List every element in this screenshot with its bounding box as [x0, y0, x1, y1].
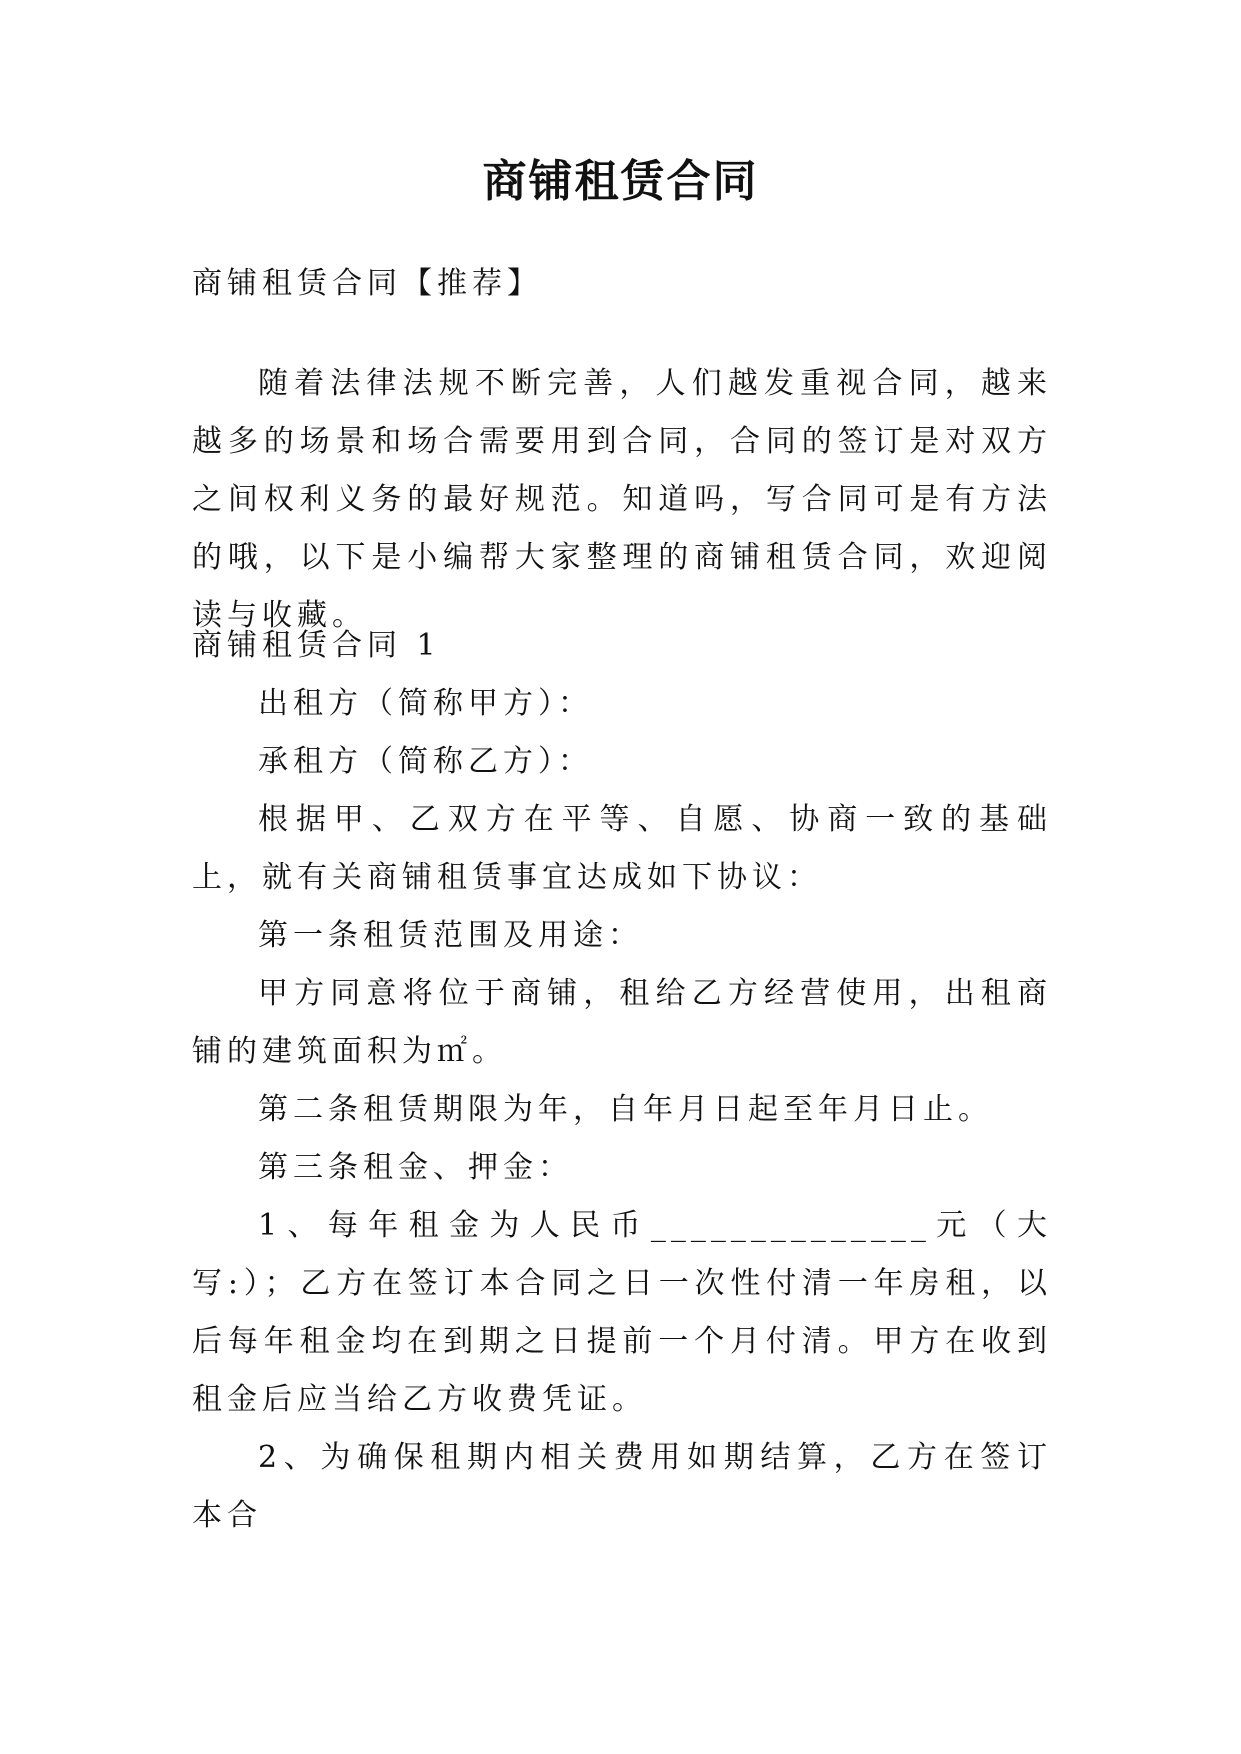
- intro-paragraph: 随着法律法规不断完善，人们越发重视合同，越来越多的场景和场合需要用到合同，合同的签订是对双方之间权利义务的最好规范。知道吗，写合同可是有方法的哦，以下是小编帮大家整理的商铺租赁合同，欢迎阅读与收藏。: [192, 366, 1052, 633]
- article1-body: 甲方同意将位于商铺，租给乙方经营使用，出租商铺的建筑面积为㎡。: [192, 976, 1052, 1069]
- article1-heading: 第一条租赁范围及用途：: [258, 918, 643, 953]
- document-subtitle: 商铺租赁合同【推荐】: [192, 266, 542, 301]
- preamble-paragraph: 根据甲、乙双方在平等、自愿、协商一致的基础上，就有关商铺租赁事宜达成如下协议：: [192, 802, 1052, 895]
- article3-heading: 第三条租金、押金：: [258, 1150, 573, 1185]
- lessee-line: 承租方（简称乙方）：: [258, 744, 593, 779]
- lessor-line: 出租方（简称甲方）：: [258, 686, 593, 721]
- document-title: 商铺租赁合同: [482, 156, 759, 207]
- article3-item2: 2、为确保租期内相关费用如期结算，乙方在签订本合: [192, 1440, 1052, 1533]
- section-heading: 商铺租赁合同 1: [192, 628, 441, 663]
- article2-paragraph: 第二条租赁期限为年，自年月日起至年月日止。: [258, 1092, 993, 1127]
- article3-item1: 1、每年租金为人民币______________元（大写:）；乙方在签订本合同之日一次性付清一年房租，以后每年租金均在到期之日提前一个月付清。甲方在收到租金后应当给乙方收费凭证。: [192, 1208, 1052, 1417]
